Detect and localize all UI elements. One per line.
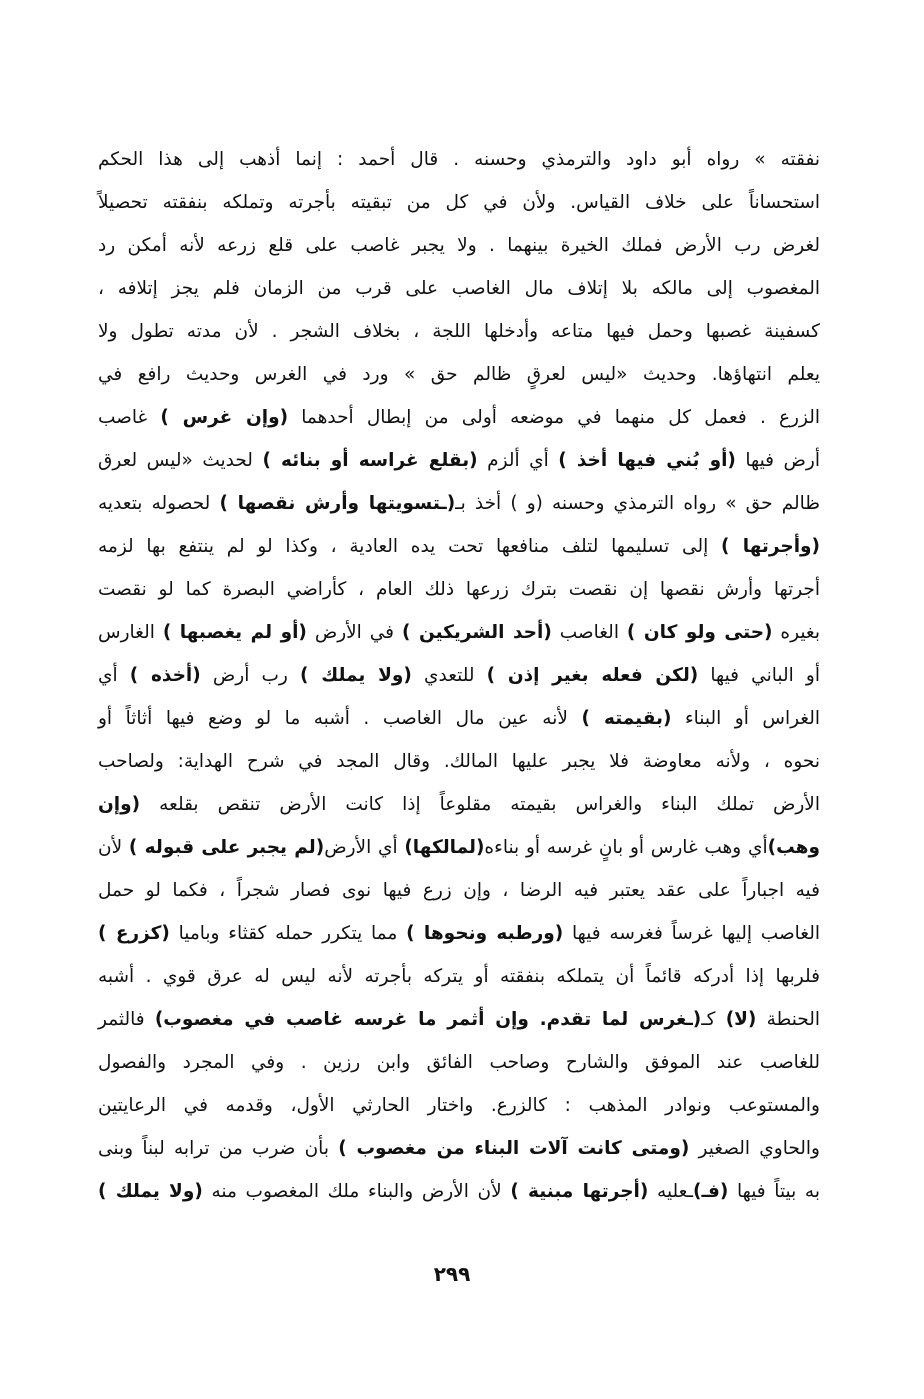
text-line [98, 1170, 820, 1213]
commentary-text: الحنطة [756, 1009, 820, 1030]
commentary-text: الزرع . فعمل كل منهما في موضعه أولى من إبطال أحدهما [288, 407, 820, 428]
bold-matn-text: (أخذه ) [129, 665, 201, 686]
commentary-text: أي وهب غارس أو بانٍ غرسه أو بناءه [484, 837, 768, 858]
commentary-text: نحوه ، ولأنه معاوضة فلا يجبر عليها المالك. وقال المجد في شرح الهداية: ولصاحب [98, 751, 820, 772]
commentary-text: ظالم حق » رواه الترمذي وحسنه (و ) أخذ بـ [455, 493, 821, 514]
commentary-text: والمستوعب ونوادر المذهب : كالزرع. واختار الحارثي الأول، وقدمه في الرعايتين [98, 1095, 820, 1116]
text-line [98, 181, 820, 224]
text-line [98, 396, 820, 439]
text-line [98, 267, 820, 310]
bold-matn-text: (بقلع غراسه أو بنائه ) [262, 450, 478, 471]
bold-matn-text: (ومتى كانت آلات البناء من مغصوب ) [338, 1138, 690, 1159]
commentary-text: أي ألزم [477, 450, 559, 471]
text-line [98, 783, 820, 826]
commentary-text: لحديث «ليس لعرق [98, 450, 263, 471]
commentary-text: لأن الأرض والبناء ملك المغصوب منه [202, 1181, 511, 1202]
commentary-text: يعلم انتهاؤها. وحديث «ليس لعرقٍ ظالم حق » ورد في الغرس وحديث رافع في [98, 364, 820, 385]
bold-matn-text: (لكن فعله بغير إذن ) [486, 665, 699, 686]
text-line [98, 224, 820, 267]
text-line [98, 826, 820, 869]
text-line [98, 740, 820, 783]
commentary-text: الغاصب إليها غرساً فغرسه فيها [563, 923, 820, 944]
text-line [98, 439, 820, 482]
bold-matn-text: (أو بُني فيها أخذ ) [558, 450, 736, 471]
commentary-text: رب أرض [200, 665, 301, 686]
commentary-text: نفقته » رواه أبو داود والترمذي وحسنه . قال أحمد : إنما أذهب إلى هذا الحكم [98, 149, 820, 170]
text-line [98, 697, 820, 740]
text-line [98, 1127, 820, 1170]
commentary-text: للغاصب عند الموفق والشارح وصاحب الفائق وابن رزين . وفي المجرد والفصول [98, 1052, 820, 1073]
commentary-text: استحساناً على خلاف القياس. ولأن في كل من تبقيته بأجرته وتملكه بنفقته تحصيلاً [98, 192, 820, 213]
commentary-text: إلى تسليمها لتلف منافعها تحت يده العادية ، وكذا لو لم ينتفع بها لزمه [98, 536, 721, 557]
bold-matn-text: (ولا يملك ) [300, 665, 412, 686]
bold-matn-text: (لا) [725, 1009, 757, 1030]
bold-matn-text: (أحد الشريكين ) [401, 622, 552, 643]
commentary-text: الغراس أو البناء [671, 708, 820, 729]
bold-matn-text: (حتى ولو كان ) [626, 622, 773, 643]
commentary-text: فلربها إذا أدركه قائماً أن يتملكه بنفقته أو يتركه بأجرته لأنه ليس له عرق قوي . أشبه [98, 966, 820, 987]
text-line [98, 482, 820, 525]
commentary-text: أو الباني فيها [698, 665, 820, 686]
bold-matn-text: (ورطبه ونحوها ) [406, 923, 564, 944]
bold-matn-text: (أجرتها مبنية ) [510, 1181, 649, 1202]
commentary-text: أرض فيها [735, 450, 820, 471]
commentary-text: أجرتها وأرش نقصها إن نقصت بترك زرعها ذلك العام ، كأراضي البصرة كما لو نقصت [98, 579, 820, 600]
bold-matn-text: (ولا يملك ) [98, 1181, 203, 1202]
bold-matn-text: (وأجرتها ) [721, 536, 820, 557]
commentary-text: به بيتاً فيها [728, 1181, 820, 1202]
bold-matn-text: (فـ) [693, 1181, 729, 1202]
bold-matn-text: (ـتسويتها وأرش نقصها ) [219, 493, 456, 514]
text-line [98, 955, 820, 998]
bold-matn-text: (أو لم يغصبها ) [162, 622, 307, 643]
commentary-text: للتعدي [411, 665, 487, 686]
commentary-text: أي [98, 665, 130, 686]
commentary-text: فيه اجباراً على عقد يعتبر فيه الرضا ، وإن زرع فيها نوى فصار شجراً ، فكما لو حمل [98, 880, 820, 901]
commentary-text: لغرض رب الأرض فملك الخيرة بينهما . ولا يجبر غاصب على قلع زرعه لأنه أمكن رد [98, 235, 820, 256]
bold-matn-text: (وإن غرس ) [160, 407, 289, 428]
commentary-text: الأرض تملك البناء والغراس بقيمته مقلوعاً إذا كانت الأرض تنقص بقلعه [140, 794, 820, 815]
commentary-text: كـ [701, 1009, 726, 1030]
bold-matn-text: (بقيمته ) [581, 708, 672, 729]
text-line [98, 568, 820, 611]
bold-matn-text: (ـغرس لما تقدم. وإن أثمر ما غرسه غاصب في مغصوب) [154, 1009, 702, 1030]
commentary-text: الغاصب [551, 622, 627, 643]
text-line [98, 138, 820, 181]
commentary-text: بأن ضرب من ترابه لبناً وبنى [98, 1138, 339, 1159]
commentary-text: مما يتكرر حمله كقثاء وباميا [169, 923, 407, 944]
text-line [98, 310, 820, 353]
commentary-text: المغصوب إلى مالكه بلا إتلاف مال الغاصب على قرب من الزمان فلم يجز إتلافه ، [98, 278, 820, 299]
text-line [98, 912, 820, 955]
commentary-text: فالثمر [98, 1009, 155, 1030]
text-line [98, 869, 820, 912]
commentary-text: بغيره [772, 622, 820, 643]
text-line [98, 1084, 820, 1127]
text-line [98, 353, 820, 396]
commentary-text: لأن [98, 837, 129, 858]
page-body-text [98, 138, 820, 1213]
commentary-text: أي الأرض [324, 837, 405, 858]
commentary-text: الغارس [98, 622, 163, 643]
commentary-text: والحاوي الصغير [689, 1138, 820, 1159]
page-number: ٢٩٩ [433, 1262, 471, 1286]
bold-matn-text: (لم يجبر على قبوله ) [128, 837, 325, 858]
text-line [98, 525, 820, 568]
bold-matn-text: (وإن [98, 794, 141, 815]
bold-matn-text: وهب) [767, 837, 820, 858]
commentary-text: غاصب [98, 407, 161, 428]
commentary-text: ـعليه [648, 1181, 693, 1202]
text-line [98, 611, 820, 654]
commentary-text: لحصوله بتعديه [98, 493, 220, 514]
text-line [98, 1041, 820, 1084]
bold-matn-text: (كزرع ) [98, 923, 170, 944]
commentary-text: في الأرض [306, 622, 402, 643]
commentary-text: لأنه عين مال الغاصب . أشبه ما لو وضع فيها أثاثاً أو [98, 708, 582, 729]
text-line [98, 654, 820, 697]
commentary-text: كسفينة غصبها وحمل فيها متاعه وأدخلها اللجة ، بخلاف الشجر . لأن مدته تطول ولا [98, 321, 820, 342]
text-line [98, 998, 820, 1041]
bold-matn-text: (لمالكها) [404, 837, 485, 858]
